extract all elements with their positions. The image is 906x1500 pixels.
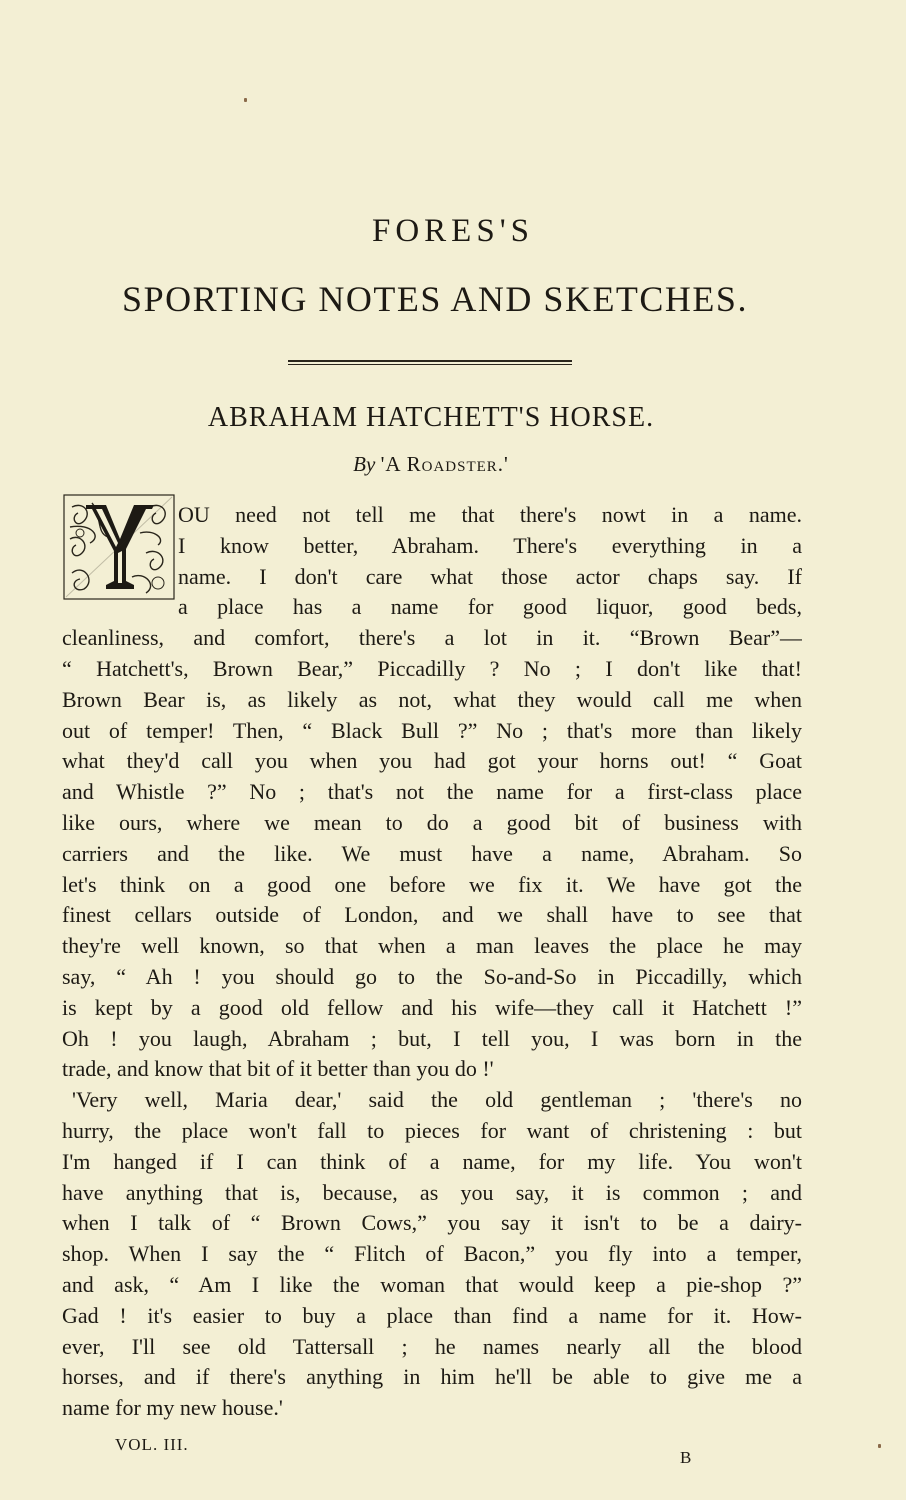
- byline-prefix: By: [353, 452, 376, 476]
- text-line: ever, I'll see old Tattersall ; he names nearly all the blood: [62, 1333, 802, 1359]
- text-line: have anything that is, because, as you say, it is common ; and: [62, 1179, 802, 1205]
- text-line: horses, and if there's anything in him he'll be able to give me a: [62, 1364, 802, 1390]
- text-line: finest cellars outside of London, and we shall have to see that: [62, 902, 802, 928]
- text-line: 'Very well, Maria dear,' said the old gentleman ; 'there's no: [72, 1087, 802, 1113]
- paper-speck: [878, 1444, 881, 1448]
- text-line: hurry, the place won't fall to pieces for want of christening : but: [62, 1117, 802, 1143]
- text-line: I know better, Abraham. There's everything in a: [178, 532, 802, 558]
- volume-mark: VOL. III.: [115, 1435, 189, 1454]
- byline: [0, 452, 862, 477]
- text-line: they're well known, so that when a man leaves the place he may: [62, 933, 802, 959]
- text-line: trade, and know that bit of it better than you do !': [62, 1056, 494, 1082]
- text-line: carriers and the like. We must have a name, Abraham. So: [62, 840, 802, 866]
- paper-speck: [244, 98, 247, 102]
- title-rule-thin: [288, 364, 572, 365]
- text-line: a place has a name for good liquor, good beds,: [178, 594, 802, 620]
- text-line: like ours, where we mean to do a good bit of business with: [62, 809, 802, 835]
- text-line: shop. When I say the “ Flitch of Bacon,” you fly into a temper,: [62, 1241, 802, 1267]
- magazine-title-line1: FORES'S: [371, 213, 534, 249]
- text-line: Gad ! it's easier to buy a place than find a name for it. How-: [62, 1302, 802, 1328]
- magazine-title-line2: SPORTING NOTES AND SKETCHES.: [122, 279, 748, 319]
- text-line: say, “ Ah ! you should go to the So-and-So in Piccadilly, which: [62, 963, 802, 989]
- text-line: “ Hatchett's, Brown Bear,” Piccadilly ? No ; I don't like that!: [62, 655, 802, 681]
- text-line: OU need not tell me that there's nowt in a name.: [178, 502, 802, 527]
- text-line: name. I don't care what those actor chaps say. If: [178, 563, 802, 589]
- text-line: out of temper! Then, “ Black Bull ?” No ; that's more than likely: [62, 717, 802, 743]
- text-line: name for my new house.': [62, 1395, 283, 1421]
- text-line: let's think on a good one before we fix it. We have got the: [62, 871, 802, 897]
- signature-mark: B: [680, 1448, 692, 1467]
- text-line: cleanliness, and comfort, there's a lot in it. “Brown Bear”—: [62, 625, 802, 651]
- text-line: and ask, “ Am I like the woman that would keep a pie-shop ?”: [62, 1271, 802, 1297]
- text-line: what they'd call you when you had got your horns out! “ Goat: [62, 748, 802, 774]
- text-line: is kept by a good old fellow and his wife—they call it Hatchett !”: [62, 994, 802, 1020]
- story-title: ABRAHAM HATCHETT'S HORSE.: [207, 402, 655, 433]
- story-body: [62, 500, 802, 1424]
- text-line: I'm hanged if I can think of a name, for my life. You won't: [62, 1148, 802, 1174]
- text-line: when I talk of “ Brown Cows,” you say it isn't to be a dairy-: [62, 1210, 802, 1236]
- text-line: Oh ! you laugh, Abraham ; but, I tell you, I was born in the: [62, 1025, 802, 1051]
- text-line: Brown Bear is, as likely as not, what they would call me when: [62, 686, 802, 712]
- text-line: and Whistle ?” No ; that's not the name for a first-class place: [62, 779, 802, 805]
- title-rule-thick: [288, 360, 572, 362]
- byline-author: 'A Roadster.': [380, 452, 509, 476]
